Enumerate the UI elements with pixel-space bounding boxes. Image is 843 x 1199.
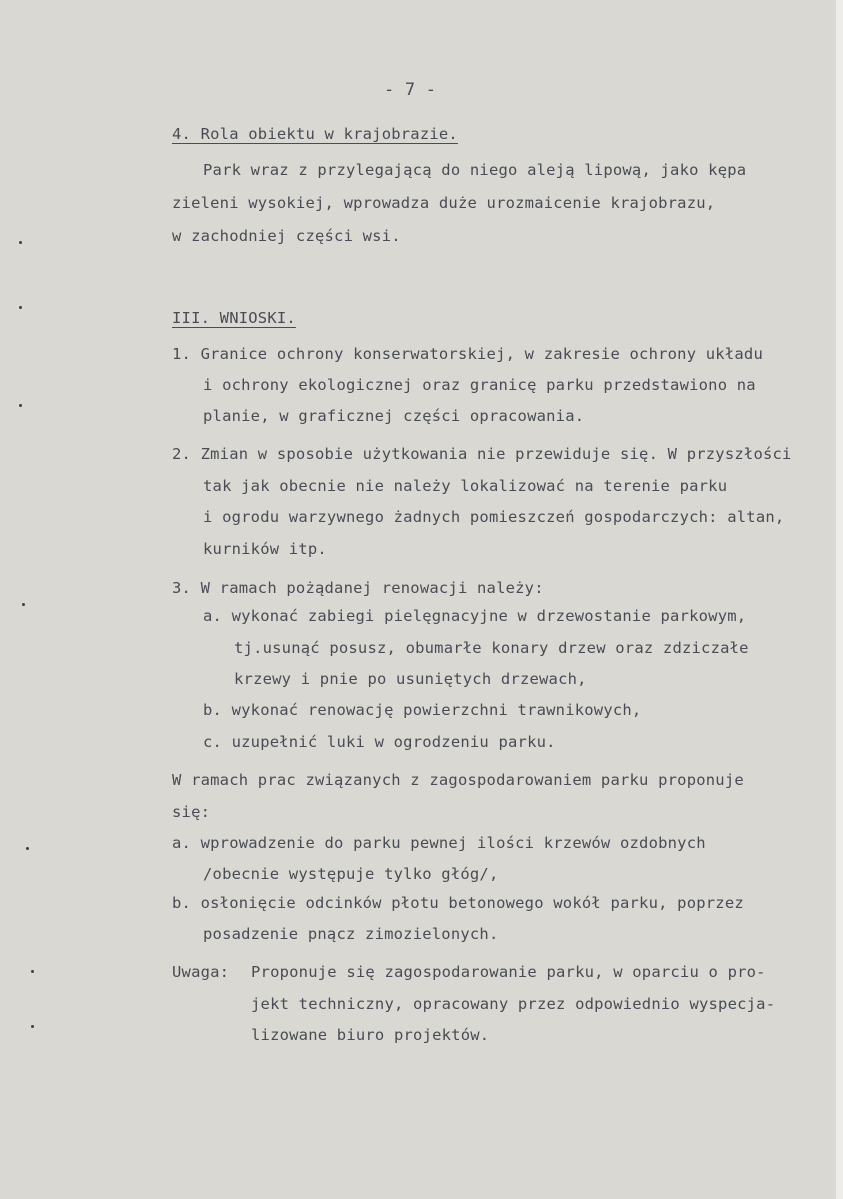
section-iii-heading: III. WNIOSKI. [172, 309, 296, 327]
proposal-a-line: a. wprowadzenie do parku pewnej ilości krzewów ozdobnych [172, 834, 706, 852]
item-3a-line: krzewy i pnie po usuniętych drzewach, [234, 670, 587, 688]
proposal-b-line: posadzenie pnącz zimozielonych. [203, 925, 499, 943]
item-1-line: planie, w graficznej części opracowania. [203, 407, 585, 425]
item-1-line: 1. Granice ochrony konserwatorskiej, w zakresie ochrony układu [172, 345, 763, 363]
note-line: lizowane biuro projektów. [251, 1026, 490, 1044]
binder-mark [19, 241, 22, 244]
binder-mark [31, 970, 34, 973]
binder-mark [22, 603, 25, 606]
note-line: Proponuje się zagospodarowanie parku, w oparciu o pro- [251, 963, 766, 981]
binder-mark [26, 847, 29, 850]
section-4-line: zieleni wysokiej, wprowadza duże urozmaicenie krajobrazu, [172, 194, 716, 212]
section-4-heading: 4. Rola obiektu w krajobrazie. [172, 125, 458, 143]
item-2-line: kurników itp. [203, 540, 327, 558]
page-edge [836, 0, 843, 1199]
proposals-intro-line: W ramach prac związanych z zagospodarowaniem parku proponuje [172, 771, 744, 789]
item-1-line: i ochrony ekologicznej oraz granicę parku przedstawiono na [203, 376, 756, 394]
item-3a-line: a. wykonać zabiegi pielęgnacyjne w drzewostanie parkowym, [203, 607, 747, 625]
section-4-line: w zachodniej części wsi. [172, 227, 401, 245]
item-3c-line: c. uzupełnić luki w ogrodzeniu parku. [203, 733, 556, 751]
item-3a-line: tj.usunąć posusz, obumarłe konary drzew oraz zdziczałe [234, 639, 749, 657]
note-line: jekt techniczny, opracowany przez odpowiednio wyspecja- [251, 995, 776, 1013]
binder-mark [19, 306, 22, 309]
item-2-line: i ogrodu warzywnego żadnych pomieszczeń gospodarczych: altan, [203, 508, 785, 526]
section-4-line: Park wraz z przylegającą do niego aleją lipową, jako kępa [203, 161, 747, 179]
item-3-intro: 3. W ramach pożądanej renowacji należy: [172, 579, 544, 597]
proposal-a-line: /obecnie występuje tylko głóg/, [203, 865, 499, 883]
binder-mark [19, 404, 22, 407]
item-2-line: 2. Zmian w sposobie użytkowania nie przewiduje się. W przyszłości [172, 445, 792, 463]
page-number: - 7 - [384, 80, 437, 100]
proposal-b-line: b. osłonięcie odcinków płotu betonowego wokół parku, poprzez [172, 894, 744, 912]
binder-mark [31, 1025, 34, 1028]
item-2-line: tak jak obecnie nie należy lokalizować na terenie parku [203, 477, 728, 495]
proposals-intro-line: się: [172, 803, 211, 821]
item-3b-line: b. wykonać renowację powierzchni trawnikowych, [203, 701, 642, 719]
note-label: Uwaga: [172, 963, 230, 981]
